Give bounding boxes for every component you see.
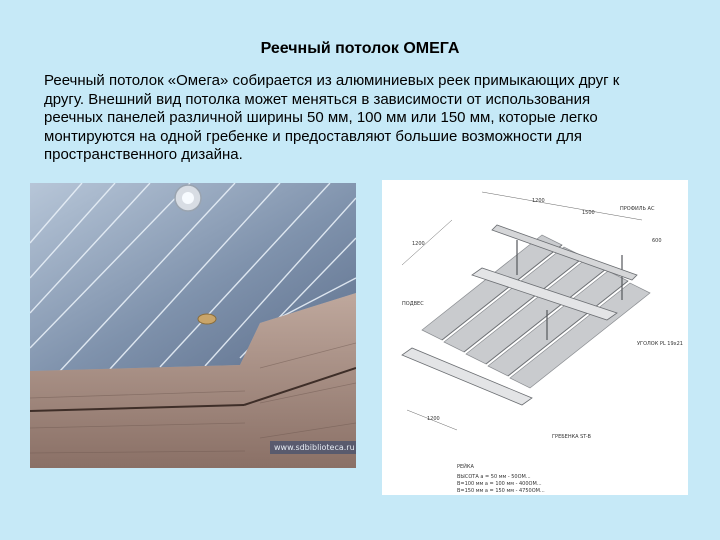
- hanger-label: ПОДВЕС: [402, 301, 424, 307]
- ceiling-lamp-icon: [198, 314, 216, 324]
- ceiling-lamp-icon: [175, 185, 201, 211]
- profile-label: ПРОФИЛЬ АС: [620, 206, 655, 212]
- dimension-label: 1200: [412, 241, 425, 247]
- description-paragraph: [44, 72, 684, 165]
- corner-label: УГОЛОК PL 19х21: [637, 341, 683, 347]
- table-row: В=150 мм a = 150 мм - 4750ОМ...: [457, 488, 545, 494]
- dimension-label: 600: [652, 238, 662, 244]
- paragraph-line: монтируются на одной гребенке и предоставляют большие возможности для: [44, 127, 583, 145]
- comb-label: ГРЕБЕНКА ST-B: [552, 434, 591, 440]
- rail-label: РЕЙКА: [457, 464, 474, 470]
- paragraph-line: другу. Внешний вид потолка может меняться в зависимости от использования: [44, 90, 591, 108]
- slide-title: Реечный потолок ОМЕГА: [260, 40, 460, 57]
- paragraph-line: пространственного дизайна.: [44, 146, 243, 163]
- technical-drawing: [382, 180, 688, 495]
- table-row: ВЫСОТА a = 50 мм - 50ОМ...: [457, 474, 531, 480]
- paragraph-line: реечных панелей различной ширины 50 мм, 100 мм или 150 мм, которые легко: [44, 109, 598, 126]
- ceiling-assembly-diagram: [382, 180, 688, 495]
- dimension-label: 1200: [427, 416, 440, 422]
- ceiling-photo: [30, 183, 356, 468]
- photo-watermark: www.sdbiblioteca.ru: [270, 441, 356, 454]
- dimension-label: 1500: [582, 210, 595, 216]
- paragraph-line: Реечный потолок «Омега» собирается из алюминиевых реек примыкающих друг к: [44, 72, 620, 89]
- ceiling-photo-illustration: [30, 183, 356, 468]
- dimension-label: 1200: [532, 198, 545, 204]
- table-row: В=100 мм a = 100 мм - 400ОМ...: [457, 481, 542, 487]
